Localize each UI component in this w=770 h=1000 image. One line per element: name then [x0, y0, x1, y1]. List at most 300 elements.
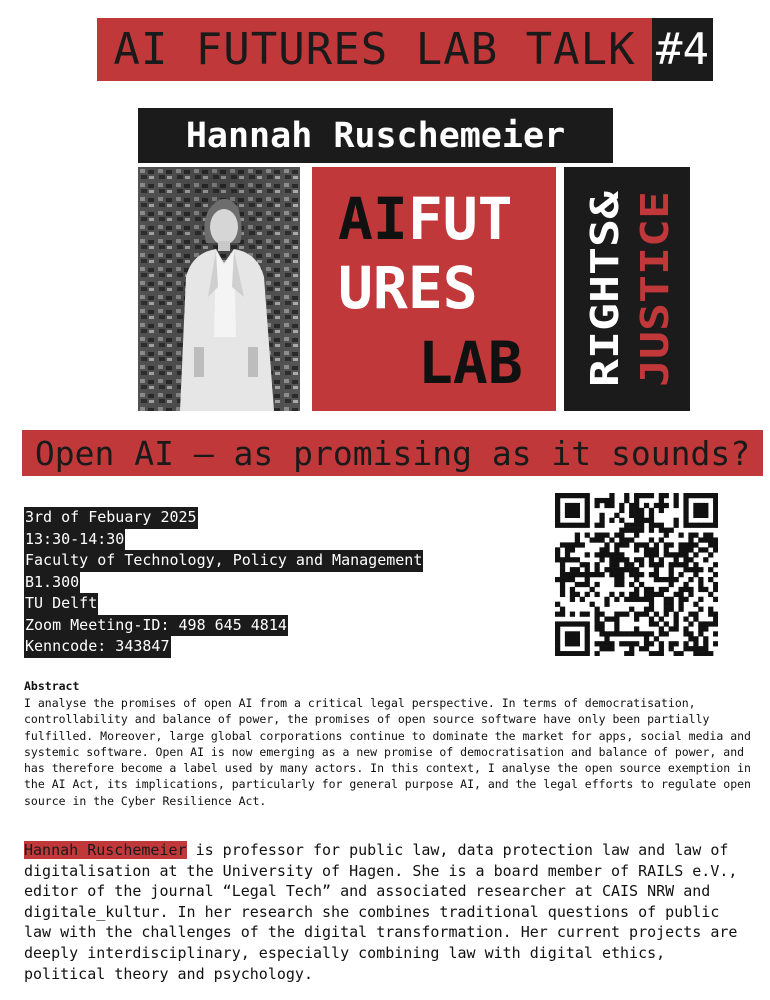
- qr-module: [639, 513, 644, 518]
- qr-module: [664, 547, 669, 552]
- qr-module: [649, 523, 654, 528]
- qr-module: [575, 513, 580, 518]
- qr-module: [703, 646, 708, 651]
- qr-module: [708, 537, 713, 542]
- qr-module: [644, 641, 649, 646]
- qr-module: [713, 498, 718, 503]
- qr-module: [585, 651, 590, 656]
- qr-module: [713, 508, 718, 513]
- qr-module: [624, 651, 629, 656]
- qr-module: [614, 582, 619, 587]
- event-number: #4: [656, 24, 709, 75]
- qr-module: [659, 631, 664, 636]
- qr-module: [604, 547, 609, 552]
- qr-module: [683, 547, 688, 552]
- qr-module: [555, 552, 560, 557]
- qr-module: [703, 537, 708, 542]
- logo-text-fut: FUT: [407, 185, 513, 253]
- qr-module: [580, 582, 585, 587]
- qr-module: [674, 552, 679, 557]
- qr-module: [614, 557, 619, 562]
- qr-module: [634, 523, 639, 528]
- rights-text: RIGHTS&: [583, 226, 627, 387]
- qr-module: [674, 641, 679, 646]
- zoom-meeting-id: Zoom Meeting-ID: 498 645 4814: [24, 615, 288, 637]
- qr-module: [713, 597, 718, 602]
- qr-module: [693, 646, 698, 651]
- qr-module: [639, 631, 644, 636]
- qr-module: [688, 533, 693, 538]
- qr-module: [555, 631, 560, 636]
- qr-module: [664, 631, 669, 636]
- qr-module: [654, 636, 659, 641]
- qr-module: [570, 577, 575, 582]
- qr-module: [585, 631, 590, 636]
- qr-module: [674, 498, 679, 503]
- qr-module: [575, 493, 580, 498]
- qr-module: [595, 533, 600, 538]
- qr-module: [644, 646, 649, 651]
- qr-module: [609, 641, 614, 646]
- qr-module: [560, 567, 565, 572]
- qr-module: [560, 612, 565, 617]
- qr-module: [560, 577, 565, 582]
- qr-module: [595, 626, 600, 631]
- qr-module: [624, 528, 629, 533]
- qr-module: [629, 631, 634, 636]
- qr-module: [659, 651, 664, 656]
- qr-module: [629, 651, 634, 656]
- qr-module: [683, 646, 688, 651]
- qr-module: [604, 503, 609, 508]
- qr-module: [560, 557, 565, 562]
- qr-module: [634, 597, 639, 602]
- qr-module: [580, 523, 585, 528]
- speaker-name-bar: [138, 108, 613, 163]
- qr-module: [644, 607, 649, 612]
- qr-module: [595, 592, 600, 597]
- qr-module: [565, 552, 570, 557]
- qr-module: [580, 572, 585, 577]
- qr-module: [703, 587, 708, 592]
- qr-module: [669, 577, 674, 582]
- qr-module: [595, 552, 600, 557]
- qr-module: [649, 572, 654, 577]
- qr-module: [555, 651, 560, 656]
- qr-module: [669, 528, 674, 533]
- qr-module: [683, 552, 688, 557]
- qr-module: [595, 503, 600, 508]
- qr-module: [570, 542, 575, 547]
- qr-module: [560, 621, 565, 626]
- qr-module: [698, 651, 703, 656]
- qr-module: [664, 597, 669, 602]
- qr-module: [674, 523, 679, 528]
- speaker-photo: [138, 167, 300, 411]
- qr-module: [614, 552, 619, 557]
- qr-module: [555, 612, 560, 617]
- qr-module: [624, 567, 629, 572]
- qr-module: [585, 582, 590, 587]
- qr-module: [580, 597, 585, 602]
- qr-module: [585, 572, 590, 577]
- qr-module: [629, 641, 634, 646]
- justice-text: JUSTICE: [633, 226, 677, 387]
- qr-module: [693, 612, 698, 617]
- qr-module: [590, 537, 595, 542]
- qr-module: [698, 587, 703, 592]
- qr-module: [629, 523, 634, 528]
- qr-module: [659, 626, 664, 631]
- qr-module: [570, 631, 575, 636]
- qr-module: [599, 621, 604, 626]
- qr-module: [599, 557, 604, 562]
- qr-module: [688, 621, 693, 626]
- qr-module: [555, 513, 560, 518]
- qr-module: [688, 493, 693, 498]
- qr-module: [604, 602, 609, 607]
- qr-module: [674, 651, 679, 656]
- qr-module: [575, 523, 580, 528]
- qr-module: [634, 612, 639, 617]
- event-room: B1.300: [24, 572, 80, 594]
- qr-module: [674, 612, 679, 617]
- qr-module: [609, 557, 614, 562]
- qr-module: [703, 508, 708, 513]
- qr-module: [649, 552, 654, 557]
- speaker-photo-image: [138, 167, 300, 411]
- qr-module: [624, 641, 629, 646]
- qr-module: [713, 631, 718, 636]
- qr-module: [693, 651, 698, 656]
- qr-module: [599, 518, 604, 523]
- qr-module: [698, 493, 703, 498]
- qr-module: [683, 518, 688, 523]
- bio-text: is professor for public law, data protection law and law of digitalisation at the University of Hagen. She is a board member of RAILS e.V., editor of the journal “Legal Tech” and associated researcher at CAIS NRW and digitale_kultur. In her research she combines traditional questions of public law with the challenges of the digital transformation. Her current projects are deeply interdisciplinary, especially combining law with digital ethics, political theory and psychology.: [24, 841, 738, 983]
- qr-module: [644, 631, 649, 636]
- qr-module: [599, 498, 604, 503]
- qr-module: [678, 552, 683, 557]
- qr-module: [570, 587, 575, 592]
- qr-module: [614, 533, 619, 538]
- qr-module: [555, 493, 560, 498]
- qr-module: [560, 587, 565, 592]
- qr-module: [713, 503, 718, 508]
- qr-module: [565, 572, 570, 577]
- qr-module: [599, 552, 604, 557]
- qr-module: [664, 493, 669, 498]
- qr-module: [619, 557, 624, 562]
- qr-module: [693, 616, 698, 621]
- qr-module: [698, 621, 703, 626]
- qr-module: [639, 572, 644, 577]
- qr-module: [629, 562, 634, 567]
- qr-module: [693, 636, 698, 641]
- qr-module: [693, 552, 698, 557]
- qr-module: [624, 631, 629, 636]
- qr-module: [678, 533, 683, 538]
- qr-module: [575, 567, 580, 572]
- qr-module: [649, 641, 654, 646]
- qr-module: [639, 597, 644, 602]
- qr-module: [669, 607, 674, 612]
- qr-module: [688, 646, 693, 651]
- qr-module: [629, 513, 634, 518]
- qr-module: [693, 493, 698, 498]
- event-time: 13:30-14:30: [24, 529, 125, 551]
- qr-module: [649, 493, 654, 498]
- qr-module: [585, 493, 590, 498]
- qr-module: [570, 503, 575, 508]
- qr-module: [683, 616, 688, 621]
- qr-module: [629, 572, 634, 577]
- qr-module: [703, 493, 708, 498]
- qr-module: [575, 572, 580, 577]
- qr-module: [654, 542, 659, 547]
- qr-module: [634, 587, 639, 592]
- qr-module: [683, 523, 688, 528]
- qr-module: [624, 523, 629, 528]
- qr-module: [609, 503, 614, 508]
- qr-module: [609, 592, 614, 597]
- qr-module: [634, 493, 639, 498]
- qr-module: [604, 533, 609, 538]
- qr-code[interactable]: [555, 493, 718, 656]
- qr-module: [565, 542, 570, 547]
- qr-module: [649, 631, 654, 636]
- qr-module: [609, 518, 614, 523]
- qr-module: [590, 572, 595, 577]
- qr-module: [644, 592, 649, 597]
- qr-module: [659, 562, 664, 567]
- qr-module: [619, 542, 624, 547]
- qr-module: [624, 542, 629, 547]
- qr-module: [560, 651, 565, 656]
- qr-module: [664, 503, 669, 508]
- qr-module: [698, 597, 703, 602]
- qr-module: [713, 562, 718, 567]
- qr-module: [659, 646, 664, 651]
- qr-module: [565, 636, 570, 641]
- qr-module: [595, 562, 600, 567]
- qr-module: [683, 557, 688, 562]
- qr-module: [609, 493, 614, 498]
- qr-module: [713, 572, 718, 577]
- talk-title: Open AI – as promising as it sounds?: [34, 433, 751, 473]
- qr-module: [669, 572, 674, 577]
- logo-text-ures: URES: [338, 254, 478, 322]
- qr-module: [629, 607, 634, 612]
- qr-module: [570, 641, 575, 646]
- qr-module: [693, 533, 698, 538]
- qr-module: [693, 562, 698, 567]
- qr-module: [639, 562, 644, 567]
- qr-module: [703, 523, 708, 528]
- qr-module: [649, 518, 654, 523]
- qr-module: [698, 547, 703, 552]
- qr-module: [654, 572, 659, 577]
- qr-module: [674, 503, 679, 508]
- qr-module: [664, 612, 669, 617]
- qr-module: [683, 493, 688, 498]
- qr-module: [649, 651, 654, 656]
- qr-module: [649, 616, 654, 621]
- qr-module: [639, 582, 644, 587]
- qr-module: [580, 612, 585, 617]
- qr-module: [585, 503, 590, 508]
- qr-module: [713, 616, 718, 621]
- qr-module: [703, 626, 708, 631]
- event-details: [24, 507, 423, 658]
- qr-module: [713, 537, 718, 542]
- qr-module: [599, 612, 604, 617]
- qr-module: [599, 523, 604, 528]
- qr-module: [674, 557, 679, 562]
- qr-module: [599, 572, 604, 577]
- qr-module: [619, 503, 624, 508]
- qr-module: [560, 493, 565, 498]
- qr-module: [585, 626, 590, 631]
- qr-module: [585, 508, 590, 513]
- qr-module: [708, 612, 713, 617]
- qr-module: [703, 621, 708, 626]
- qr-module: [688, 587, 693, 592]
- qr-module: [619, 572, 624, 577]
- qr-module: [664, 577, 669, 582]
- qr-module: [654, 547, 659, 552]
- qr-module: [634, 616, 639, 621]
- qr-module: [585, 498, 590, 503]
- qr-module: [659, 557, 664, 562]
- qr-module: [713, 523, 718, 528]
- qr-module: [575, 621, 580, 626]
- qr-module: [683, 567, 688, 572]
- qr-module: [669, 602, 674, 607]
- qr-module: [693, 503, 698, 508]
- qr-module: [659, 537, 664, 542]
- qr-module: [688, 631, 693, 636]
- qr-module: [703, 513, 708, 518]
- qr-module: [639, 508, 644, 513]
- qr-module: [688, 537, 693, 542]
- qr-module: [688, 542, 693, 547]
- qr-module: [609, 537, 614, 542]
- qr-module: [659, 508, 664, 513]
- qr-module: [683, 587, 688, 592]
- qr-module: [555, 621, 560, 626]
- qr-module: [644, 518, 649, 523]
- qr-module: [674, 592, 679, 597]
- speaker-bio: [24, 840, 749, 984]
- qr-module: [595, 641, 600, 646]
- qr-module: [555, 636, 560, 641]
- qr-module: [674, 518, 679, 523]
- event-date: 3rd of Febuary 2025: [24, 507, 198, 529]
- qr-module: [614, 597, 619, 602]
- qr-module: [599, 626, 604, 631]
- qr-module: [575, 508, 580, 513]
- qr-module: [614, 542, 619, 547]
- qr-module: [698, 567, 703, 572]
- qr-module: [713, 587, 718, 592]
- qr-module: [619, 612, 624, 617]
- qr-module: [624, 537, 629, 542]
- qr-module: [614, 547, 619, 552]
- qr-module: [590, 587, 595, 592]
- abstract-text: I analyse the promises of open AI from a critical legal perspective. In terms of democratisation, controllability and balance of power, the promises of open source software have only been partially fulfilled. Moreover, large global corporations continue to dominate the market for apps, social media and systemic software. Open AI is now emerging as a new promise of democratisation and balance of power, and has therefore become a label used by many actors. In this context, I analyse the open source exemption in the AI Act, its implications, particularly for general purpose AI, and the legal efforts to regulate open source in the Cyber Resilience Act.: [24, 696, 751, 808]
- qr-module: [585, 562, 590, 567]
- qr-module: [575, 651, 580, 656]
- qr-module: [693, 572, 698, 577]
- qr-module: [614, 572, 619, 577]
- qr-module: [565, 513, 570, 518]
- qr-module: [595, 498, 600, 503]
- qr-module: [555, 626, 560, 631]
- qr-module: [708, 621, 713, 626]
- qr-module: [570, 572, 575, 577]
- qr-module: [669, 626, 674, 631]
- qr-module: [619, 518, 624, 523]
- qr-module: [595, 607, 600, 612]
- qr-module: [565, 493, 570, 498]
- qr-module: [565, 503, 570, 508]
- qr-module: [674, 577, 679, 582]
- qr-module: [575, 636, 580, 641]
- qr-module: [634, 557, 639, 562]
- qr-module: [634, 533, 639, 538]
- qr-module: [599, 547, 604, 552]
- qr-module: [654, 503, 659, 508]
- qr-module: [575, 537, 580, 542]
- qr-module: [614, 621, 619, 626]
- qr-module: [590, 602, 595, 607]
- qr-module: [713, 518, 718, 523]
- qr-module: [629, 537, 634, 542]
- qr-module: [585, 523, 590, 528]
- qr-module: [575, 592, 580, 597]
- qr-module: [599, 533, 604, 538]
- qr-module: [713, 493, 718, 498]
- qr-module: [614, 562, 619, 567]
- qr-module: [698, 508, 703, 513]
- qr-module: [683, 503, 688, 508]
- qr-module: [683, 641, 688, 646]
- qr-module: [575, 641, 580, 646]
- qr-module: [678, 587, 683, 592]
- qr-module: [649, 557, 654, 562]
- qr-module: [634, 592, 639, 597]
- qr-module: [654, 523, 659, 528]
- qr-module: [688, 547, 693, 552]
- qr-module: [683, 631, 688, 636]
- qr-module: [595, 616, 600, 621]
- qr-module: [713, 513, 718, 518]
- qr-module: [629, 503, 634, 508]
- qr-module: [688, 577, 693, 582]
- qr-module: [644, 612, 649, 617]
- qr-module: [624, 493, 629, 498]
- qr-module: [565, 641, 570, 646]
- qr-module: [629, 567, 634, 572]
- qr-module: [683, 597, 688, 602]
- qr-module: [619, 552, 624, 557]
- qr-module: [688, 636, 693, 641]
- qr-module: [644, 493, 649, 498]
- qr-module: [585, 636, 590, 641]
- qr-module: [678, 607, 683, 612]
- qr-module: [659, 587, 664, 592]
- qr-module: [555, 577, 560, 582]
